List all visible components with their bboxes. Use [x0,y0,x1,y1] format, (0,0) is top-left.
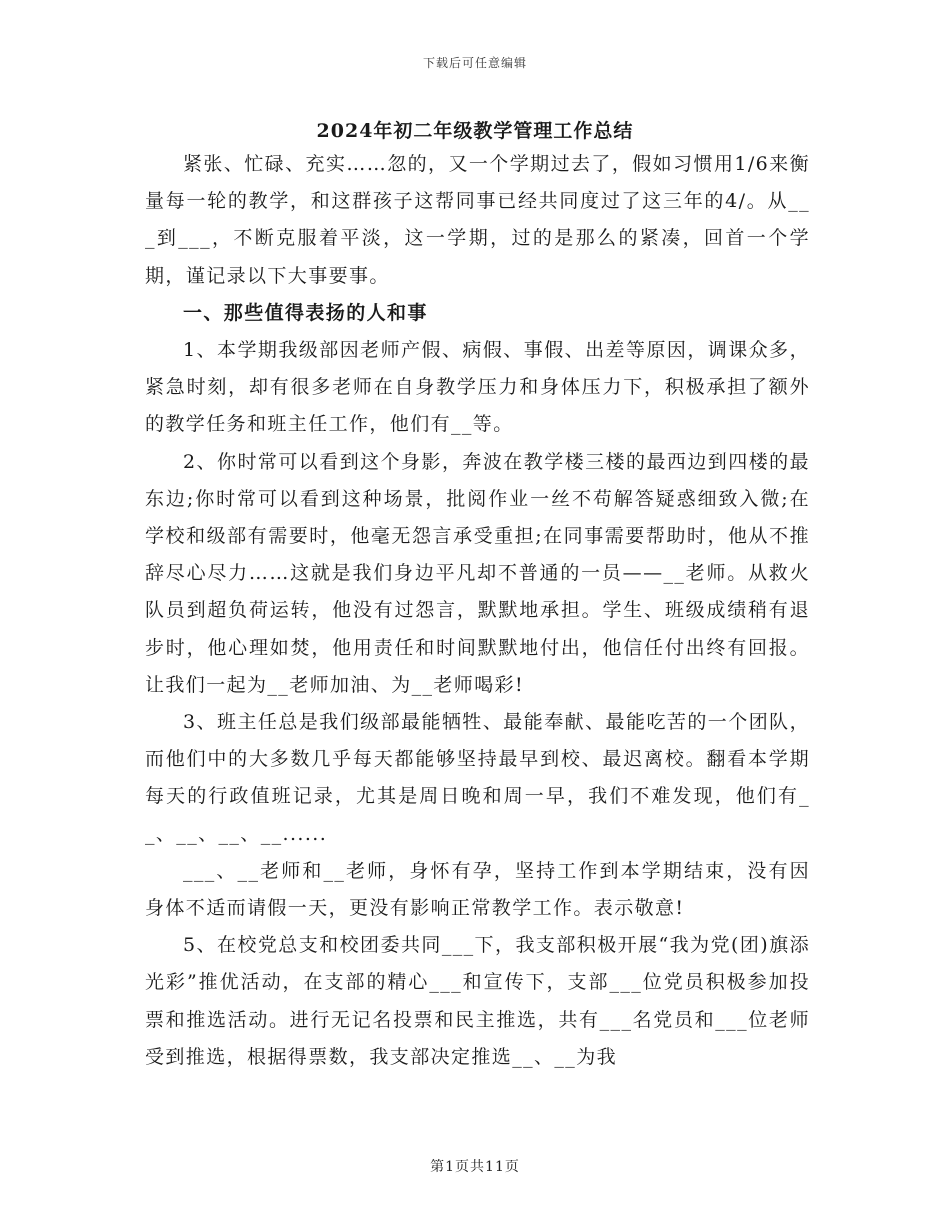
paragraph-item-1: 1、本学期我级部因老师产假、病假、事假、出差等原因，调课众多，紧急时刻，却有很多老师在自身教学压力和身体压力下，积极承担了额外的教学任务和班主任工作，他们有__等。 [145,339,810,436]
section-heading: 一、那些值得表扬的人和事 [183,301,428,324]
document-body [145,146,810,1076]
paragraph-item-2: 2、你时常可以看到这个身影，奔波在教学楼三楼的最西边到四楼的最东边;你时常可以看到这种场景，批阅作业一丝不苟解答疑惑细致入微;在学校和级部有需要时，他毫无怨言承受重担;在同事需要帮助时，他从不推辞尽心尽力……这就是我们身边平凡却不普通的一员——__老师。从救火队员到超负荷运转，他没有过怨言，默默地承担。学生、班级成绩稍有退步时，他心理如焚，他用责任和时间默默地付出，他信任付出终有回报。让我们一起为__老师加油、为__老师喝彩! [145,450,810,696]
header-note: 下载后可任意编辑 [422,56,527,70]
paragraph-item-4: ___、__老师和__老师，身怀有孕，坚持工作到本学期结束，没有因身体不适而请假一天，更没有影响正常教学工作。表示敬意! [145,859,810,920]
page-number: 第1页共11页 [430,1159,520,1175]
paragraph-item-5: 5、在校党总支和校团委共同___下，我支部积极开展“我为党(团)旗添光彩”推优活动，在支部的精心___和宣传下，支部___位党员积极参加投票和推选活动。进行无记名投票和民主推选，共有___名党员和___位老师受到推选，根据得票数，我支部决定推选__、__为我 [145,934,810,1068]
document-title: 2024年初二年级教学管理工作总结 [316,120,634,142]
paragraph-item-3: 3、班主任总是我们级部最能牺牲、最能奉献、最能吃苦的一个团队，而他们中的大多数几乎每天都能够坚持最早到校、最迟离校。翻看本学期每天的行政值班记录，尤其是周日晚和周一早，我们不难发现，他们有__、__、__、__...... [145,711,810,845]
paragraph-intro: 紧张、忙碌、充实……忽的，又一个学期过去了，假如习惯用1/6来衡量每一轮的教学，和这群孩子这帮同事已经共同度过了这三年的4/。从___到___，不断克服着平淡，这一学期，过的是那么的紧凑，回首一个学期，谨记录以下大事要事。 [145,153,810,287]
